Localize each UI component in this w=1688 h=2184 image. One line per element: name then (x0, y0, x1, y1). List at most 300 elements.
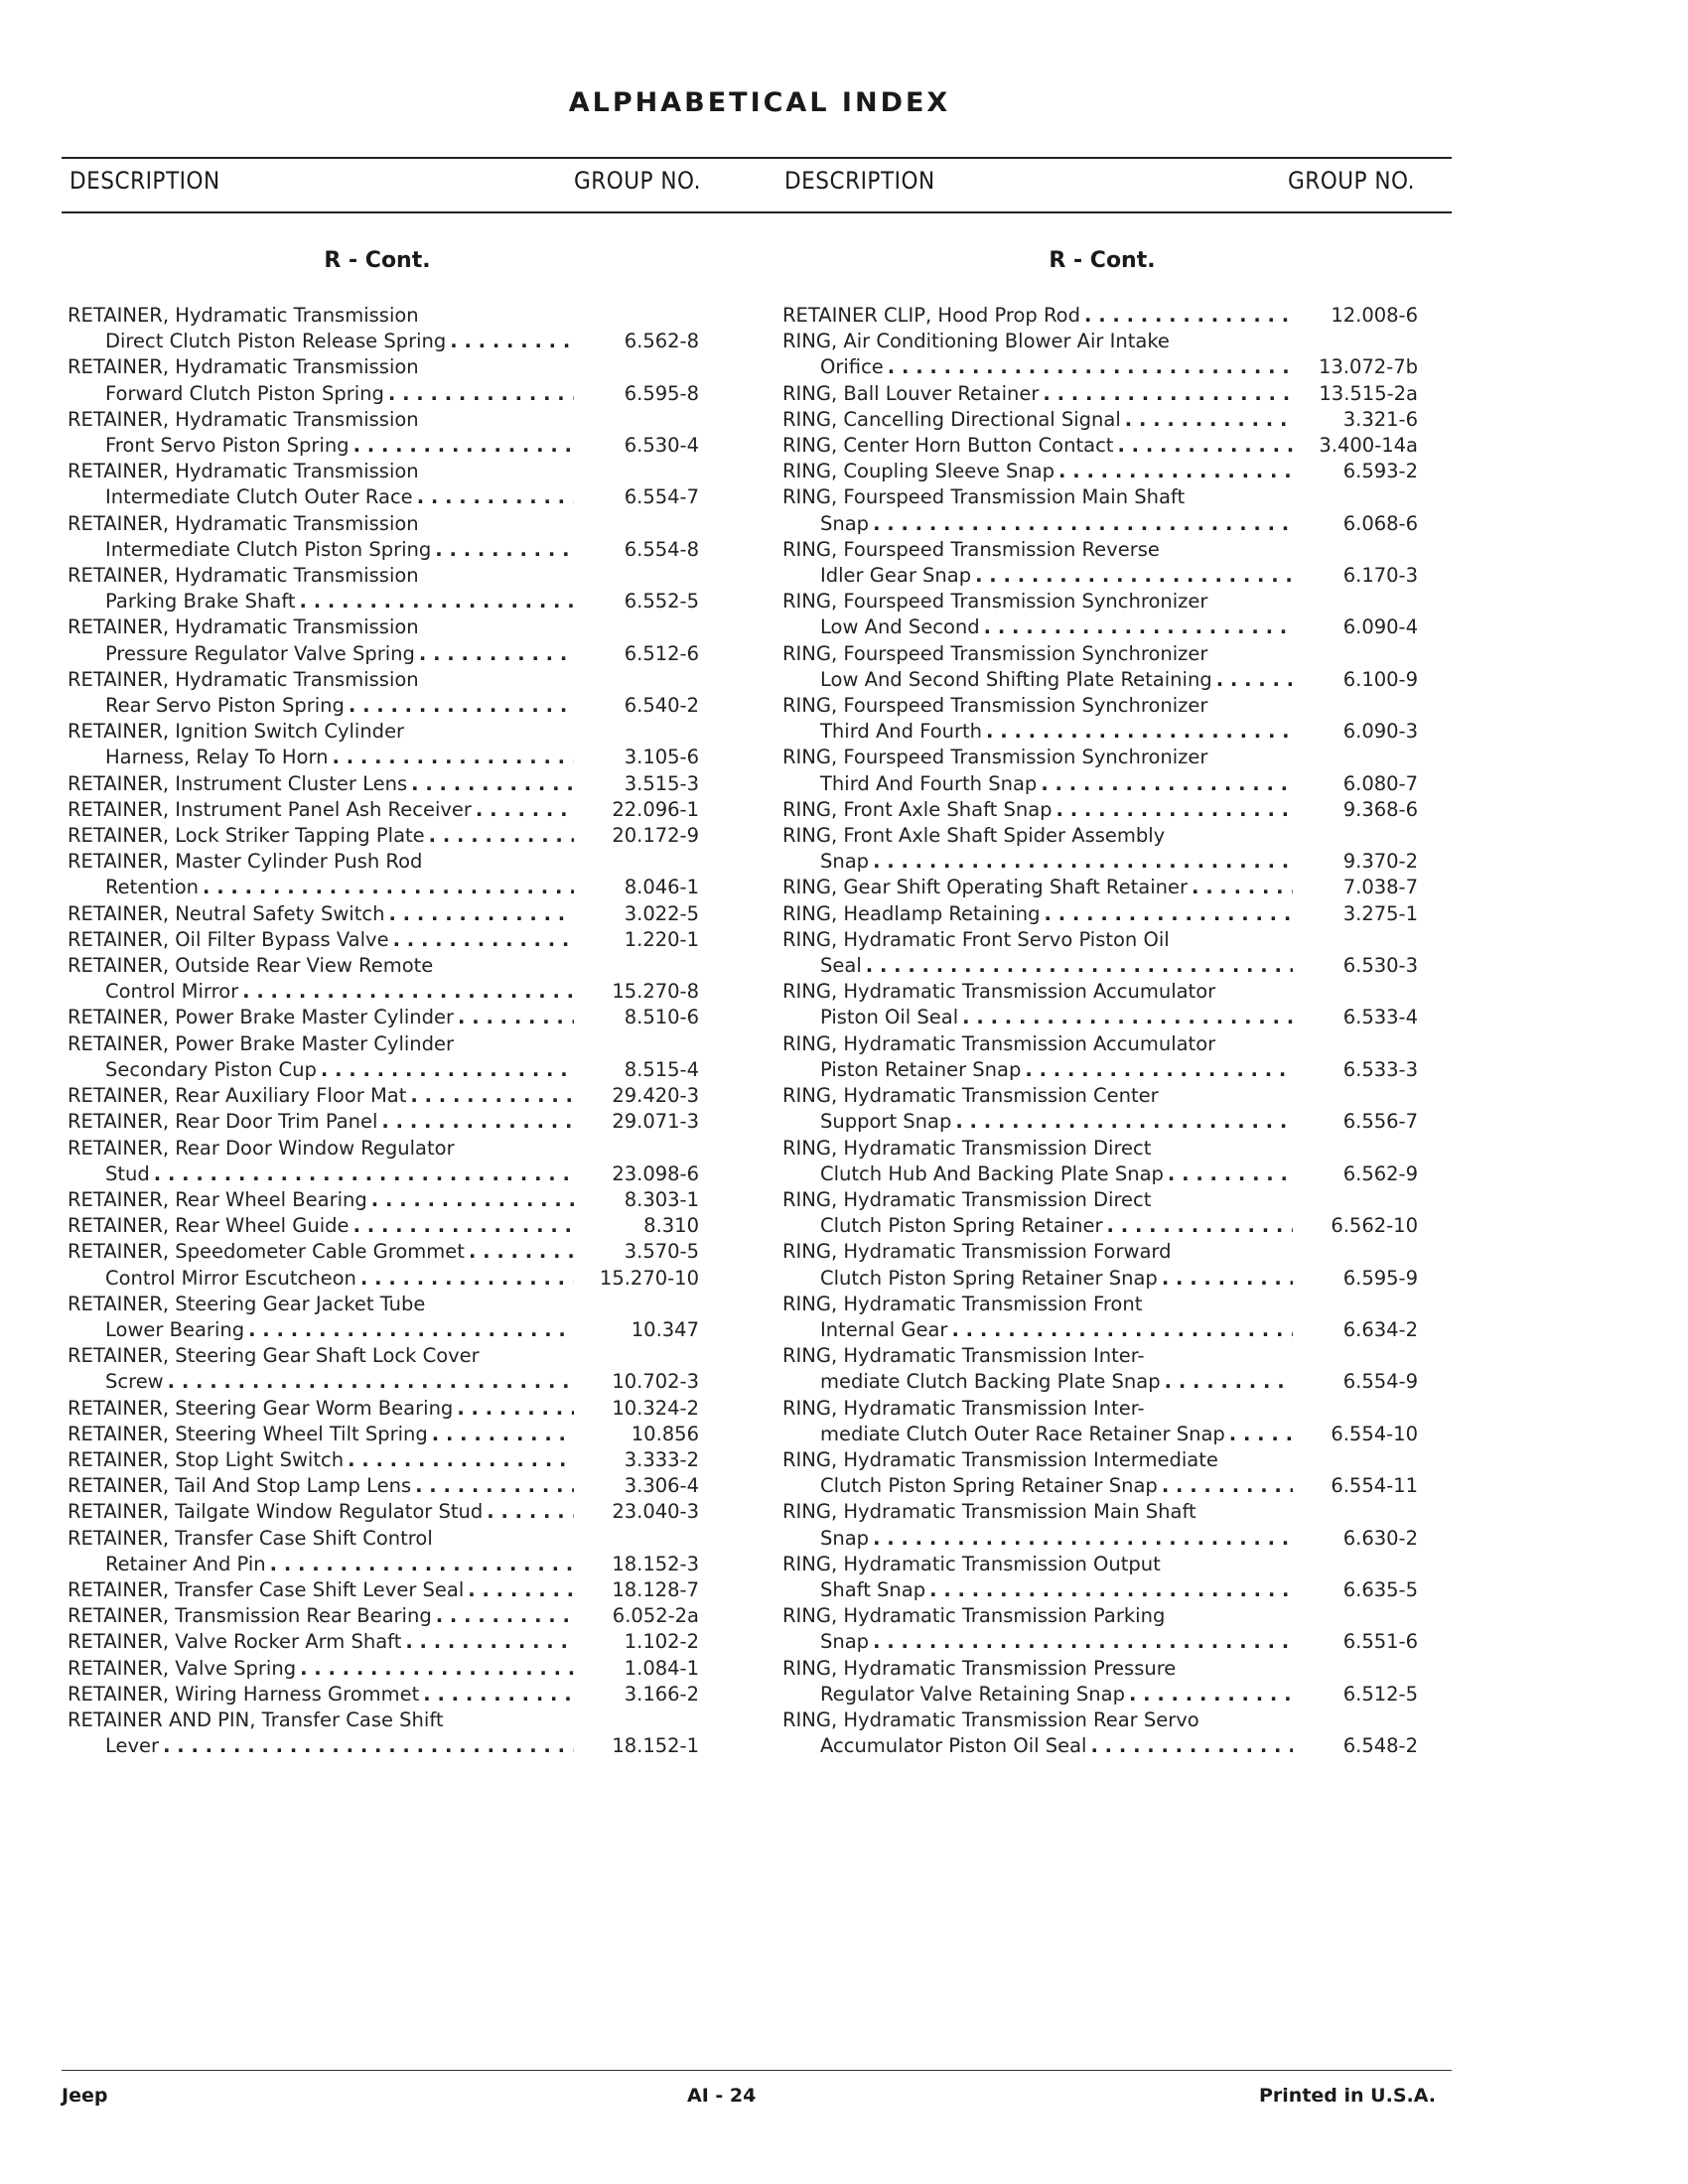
index-entry (68, 1603, 699, 1629)
dot-leader (1125, 1682, 1293, 1707)
dot-leader (1158, 1473, 1293, 1499)
entry-group-number: 3.570-5 (624, 1240, 699, 1264)
dot-leader (869, 511, 1293, 537)
entry-text: RETAINER, Stop Light Switch (68, 1447, 345, 1471)
index-entry (782, 745, 1418, 796)
entry-group-number: 7.038-7 (1342, 876, 1418, 899)
dot-leader (464, 1577, 574, 1603)
entry-text: RETAINER, Wiring Harness Grommet (68, 1682, 420, 1706)
entry-text: RETAINER, Hydramatic Transmission (68, 511, 419, 535)
entry-text: Shaft Snap (820, 1577, 926, 1601)
left-group-header: GROUP NO. (574, 167, 701, 195)
entry-group-number: 6.554-7 (624, 485, 699, 509)
dot-leader (1041, 901, 1293, 927)
dot-leader (1021, 1057, 1293, 1083)
dot-leader (1225, 1422, 1293, 1447)
index-entry (782, 901, 1418, 927)
left-section-heading: R - Cont. (324, 248, 431, 273)
dot-leader (425, 823, 574, 849)
entry-group-number: 6.552-5 (624, 590, 699, 614)
entry-text: RING, Front Axle Shaft Snap (782, 797, 1053, 821)
index-entry (68, 1031, 699, 1083)
entry-group-number: 6.554-8 (624, 537, 699, 561)
entry-text: RING, Gear Shift Operating Shaft Retainer (782, 876, 1188, 899)
entry-text: Support Snap (820, 1110, 952, 1134)
index-entry (782, 1239, 1418, 1291)
entry-group-number: 6.595-9 (1342, 1266, 1418, 1290)
right-section-heading: R - Cont. (1049, 248, 1156, 273)
entry-text: Retention (105, 876, 200, 899)
entry-text: mediate Clutch Outer Race Retainer Snap (820, 1422, 1225, 1445)
entry-group-number: 6.595-8 (624, 381, 699, 405)
index-entry (782, 693, 1418, 745)
entry-group-number: 3.400-14a (1319, 434, 1418, 458)
left-index-column (68, 303, 699, 1759)
index-entry (782, 433, 1418, 459)
dot-leader (389, 927, 574, 953)
index-entry (68, 354, 699, 406)
index-entry (68, 614, 699, 666)
entry-text: RETAINER, Hydramatic Transmission (68, 667, 419, 691)
dot-leader (384, 901, 574, 927)
entry-text: RETAINER, Transfer Case Shift Lever Seal (68, 1577, 465, 1601)
entry-text: Piston Oil Seal (820, 1006, 959, 1029)
entry-text: RING, Air Conditioning Blower Air Intake (782, 330, 1170, 353)
entry-text: RETAINER, Speedometer Cable Grommet (68, 1240, 465, 1264)
entry-group-number: 20.172-9 (612, 824, 699, 848)
index-entry (68, 1526, 699, 1577)
entry-group-number: 6.593-2 (1342, 460, 1418, 483)
header-top-rule (62, 157, 1452, 159)
index-entry (68, 1656, 699, 1682)
entry-group-number: 6.548-2 (1342, 1734, 1418, 1758)
entry-group-number: 15.270-8 (612, 980, 699, 1004)
entry-group-number: 18.128-7 (612, 1577, 699, 1601)
entry-text: RING, Hydramatic Transmission Main Shaft (782, 1500, 1196, 1524)
entry-text: Rear Servo Piston Spring (105, 694, 345, 718)
index-entry (782, 927, 1418, 979)
page-title: ALPHABETICAL INDEX (568, 87, 951, 118)
entry-text: RETAINER, Rear Wheel Bearing (68, 1187, 367, 1211)
entry-group-number: 23.040-3 (612, 1500, 699, 1524)
footer-printed: Printed in U.S.A. (1259, 2085, 1436, 2107)
entry-text: Retainer And Pin (105, 1552, 266, 1575)
index-entry (782, 641, 1418, 693)
right-index-column (782, 303, 1418, 1759)
entry-text: Idler Gear Snap (820, 564, 972, 588)
dot-leader (199, 875, 574, 900)
dot-leader (980, 614, 1293, 640)
index-entry (782, 1083, 1418, 1135)
index-entry (782, 1499, 1418, 1551)
index-entry (68, 511, 699, 563)
index-entry (68, 563, 699, 614)
entry-text: RING, Hydramatic Transmission Front (782, 1292, 1143, 1315)
entry-group-number: 29.420-3 (612, 1084, 699, 1108)
entry-group-number: 6.634-2 (1342, 1317, 1418, 1341)
entry-group-number: 1.102-2 (624, 1630, 699, 1654)
index-entry (782, 1656, 1418, 1707)
entry-text: Low And Second Shifting Plate Retaining (820, 667, 1212, 691)
entry-text: RETAINER, Rear Door Window Regulator (68, 1136, 455, 1160)
entry-text: RETAINER, Outside Rear View Remote (68, 954, 434, 978)
entry-text: Stud (105, 1161, 150, 1185)
dot-leader (266, 1552, 574, 1577)
entry-group-number: 6.630-2 (1342, 1526, 1418, 1550)
entry-text: RING, Fourspeed Transmission Main Shaft (782, 485, 1186, 509)
dot-leader (1037, 771, 1293, 797)
entry-text: RING, Hydramatic Transmission Parking (782, 1604, 1166, 1628)
dot-leader (407, 771, 574, 797)
entry-text: Third And Fourth Snap (820, 771, 1038, 795)
entry-group-number: 9.368-6 (1342, 797, 1418, 821)
header-bottom-rule (62, 211, 1452, 213)
entry-group-number: 3.515-3 (624, 771, 699, 795)
dot-leader (356, 1266, 574, 1292)
entry-group-number: 6.090-3 (1342, 720, 1418, 744)
index-entry (68, 1136, 699, 1187)
dot-leader (947, 1317, 1293, 1343)
dot-leader (982, 719, 1293, 745)
dot-leader (419, 1682, 574, 1707)
entry-text: RING, Hydramatic Transmission Rear Servo (782, 1707, 1199, 1731)
entry-text: Internal Gear (820, 1317, 948, 1341)
entry-group-number: 8.303-1 (624, 1187, 699, 1211)
entry-group-number: 8.310 (643, 1214, 699, 1238)
entry-text: Lower Bearing (105, 1317, 245, 1341)
index-entry (68, 1577, 699, 1603)
dot-leader (1113, 433, 1293, 459)
footer-rule (62, 2070, 1452, 2071)
entry-text: Parking Brake Shaft (105, 590, 296, 614)
entry-group-number: 6.080-7 (1342, 771, 1418, 795)
index-entry (68, 1629, 699, 1655)
entry-group-number: 6.068-6 (1342, 511, 1418, 535)
entry-text: RING, Hydramatic Transmission Accumulator (782, 980, 1216, 1004)
entry-text: RETAINER, Hydramatic Transmission (68, 460, 419, 483)
dot-leader (384, 381, 574, 407)
entry-text: Orifice (820, 355, 884, 379)
index-entry (68, 1447, 699, 1473)
entry-text: RETAINER, Hydramatic Transmission (68, 304, 419, 327)
entry-group-number: 29.071-3 (612, 1110, 699, 1134)
index-entry (68, 901, 699, 927)
index-entry (68, 459, 699, 510)
entry-text: Screw (105, 1370, 164, 1394)
dot-leader (428, 1422, 574, 1447)
index-entry (68, 1499, 699, 1525)
index-entry (68, 719, 699, 770)
index-entry (782, 329, 1418, 380)
dot-leader (1055, 459, 1293, 484)
index-entry (68, 953, 699, 1005)
entry-text: Direct Clutch Piston Release Spring (105, 330, 447, 353)
entry-group-number: 6.562-8 (624, 330, 699, 353)
entry-text: RETAINER CLIP, Hood Prop Rod (782, 304, 1080, 327)
dot-leader (296, 1656, 574, 1682)
dot-leader (344, 1447, 574, 1473)
entry-group-number: 15.270-10 (599, 1266, 699, 1290)
entry-group-number: 6.554-11 (1331, 1474, 1418, 1498)
index-entry (68, 1473, 699, 1499)
entry-text: Intermediate Clutch Piston Spring (105, 537, 432, 561)
entry-text: RING, Front Axle Shaft Spider Assembly (782, 824, 1166, 848)
dot-leader (454, 1005, 574, 1030)
dot-leader (1086, 1733, 1293, 1759)
index-entry (782, 979, 1418, 1030)
entry-group-number: 6.170-3 (1342, 564, 1418, 588)
entry-text: Forward Clutch Piston Spring (105, 381, 384, 405)
dot-leader (350, 433, 574, 459)
index-entry (68, 1682, 699, 1707)
dot-leader (884, 354, 1293, 380)
dot-leader (1080, 303, 1293, 329)
entry-group-number: 6.512-5 (1342, 1682, 1418, 1706)
index-entry (68, 1343, 699, 1395)
entry-text: Clutch Piston Spring Retainer (820, 1214, 1103, 1238)
dot-leader (472, 797, 574, 823)
entry-group-number: 6.556-7 (1342, 1110, 1418, 1134)
index-entry (68, 1083, 699, 1109)
dot-leader (1164, 1161, 1293, 1187)
entry-text: RETAINER, Neutral Safety Switch (68, 901, 385, 925)
entry-group-number: 1.084-1 (624, 1656, 699, 1680)
index-entry (68, 1396, 699, 1422)
index-entry (782, 1447, 1418, 1499)
entry-text: RING, Hydramatic Transmission Intermediate (782, 1447, 1218, 1471)
entry-text: RING, Hydramatic Transmission Direct (782, 1136, 1152, 1160)
entry-group-number: 6.554-9 (1342, 1370, 1418, 1394)
dot-leader (238, 979, 574, 1005)
footer-brand: Jeep (62, 2085, 108, 2107)
dot-leader (958, 1005, 1293, 1030)
dot-leader (453, 1396, 574, 1422)
index-entry (782, 1031, 1418, 1083)
dot-leader (483, 1499, 574, 1525)
entry-group-number: 12.008-6 (1331, 304, 1418, 327)
right-description-header: DESCRIPTION (784, 167, 935, 195)
index-entry (68, 771, 699, 797)
index-entry (782, 484, 1418, 536)
index-entry (782, 1187, 1418, 1239)
entry-group-number: 6.533-3 (1342, 1057, 1418, 1081)
entry-text: RETAINER, Steering Gear Shaft Lock Cover (68, 1344, 480, 1368)
entry-group-number: 6.530-3 (1342, 954, 1418, 978)
dot-leader (446, 329, 574, 354)
entry-text: RETAINER, Rear Door Trim Panel (68, 1110, 378, 1134)
entry-text: Clutch Piston Spring Retainer Snap (820, 1474, 1158, 1498)
entry-text: RETAINER, Valve Spring (68, 1656, 297, 1680)
dot-leader (329, 745, 575, 770)
entry-text: Regulator Valve Retaining Snap (820, 1682, 1125, 1706)
index-entry (68, 797, 699, 823)
entry-text: Harness, Relay To Horn (105, 746, 329, 769)
entry-group-number: 6.052-2a (612, 1604, 699, 1628)
entry-group-number: 23.098-6 (612, 1161, 699, 1185)
entry-group-number: 9.370-2 (1342, 850, 1418, 874)
dot-leader (1188, 875, 1293, 900)
index-entry (782, 1552, 1418, 1603)
entry-text: Snap (820, 1630, 870, 1654)
dot-leader (951, 1109, 1293, 1135)
entry-text: RETAINER, Oil Filter Bypass Valve (68, 927, 389, 951)
entry-text: Third And Fourth (820, 720, 983, 744)
entry-text: Snap (820, 511, 870, 535)
dot-leader (869, 849, 1293, 875)
dot-leader (411, 1473, 574, 1499)
entry-text: RING, Hydramatic Transmission Center (782, 1084, 1159, 1108)
dot-leader (1212, 667, 1293, 693)
index-entry (782, 537, 1418, 589)
entry-group-number: 6.100-9 (1342, 667, 1418, 691)
dot-leader (1053, 797, 1293, 823)
entry-text: RING, Fourspeed Transmission Synchronizer (782, 746, 1208, 769)
entry-text: RETAINER, Hydramatic Transmission (68, 564, 419, 588)
entry-group-number: 3.333-2 (624, 1447, 699, 1471)
entry-text: RETAINER AND PIN, Transfer Case Shift (68, 1707, 444, 1731)
entry-text: Control Mirror Escutcheon (105, 1266, 356, 1290)
entry-group-number: 13.072-7b (1318, 355, 1418, 379)
entry-text: RING, Headlamp Retaining (782, 901, 1041, 925)
index-entry (782, 1136, 1418, 1187)
index-entry (68, 927, 699, 953)
entry-text: RING, Cancelling Directional Signal (782, 407, 1121, 431)
entry-text: RING, Hydramatic Transmission Accumulator (782, 1031, 1216, 1055)
entry-text: RING, Fourspeed Transmission Synchronizer (782, 694, 1208, 718)
entry-text: RETAINER, Valve Rocker Arm Shaft (68, 1630, 402, 1654)
index-entry (68, 1422, 699, 1447)
index-entry (68, 1707, 699, 1759)
index-entry (782, 407, 1418, 433)
entry-text: RETAINER, Steering Wheel Tilt Spring (68, 1422, 428, 1445)
dot-leader (1161, 1369, 1293, 1395)
entry-text: RING, Hydramatic Transmission Inter- (782, 1344, 1145, 1368)
index-entry (68, 407, 699, 459)
entry-text: RING, Hydramatic Transmission Direct (782, 1187, 1152, 1211)
entry-group-number: 6.530-4 (624, 434, 699, 458)
entry-text: RING, Fourspeed Transmission Synchronizer (782, 641, 1208, 665)
entry-group-number: 8.046-1 (624, 876, 699, 899)
dot-leader (150, 1161, 574, 1187)
entry-text: Clutch Piston Spring Retainer Snap (820, 1266, 1158, 1290)
index-entry (782, 1603, 1418, 1655)
entry-text: RETAINER, Rear Wheel Guide (68, 1214, 350, 1238)
dot-leader (159, 1733, 574, 1759)
entry-group-number: 3.022-5 (624, 901, 699, 925)
entry-text: RETAINER, Hydramatic Transmission (68, 355, 419, 379)
entry-group-number: 6.090-4 (1342, 615, 1418, 639)
entry-text: RING, Coupling Sleeve Snap (782, 460, 1055, 483)
entry-text: RETAINER, Instrument Cluster Lens (68, 771, 408, 795)
entry-group-number: 8.515-4 (624, 1057, 699, 1081)
dot-leader (164, 1369, 574, 1395)
dot-leader (296, 589, 575, 614)
dot-leader (415, 641, 574, 667)
entry-text: Secondary Piston Cup (105, 1057, 317, 1081)
entry-group-number: 3.105-6 (624, 746, 699, 769)
entry-text: RETAINER, Power Brake Master Cylinder (68, 1006, 455, 1029)
dot-leader (401, 1629, 574, 1655)
entry-group-number: 3.306-4 (624, 1474, 699, 1498)
entry-text: Lever (105, 1734, 160, 1758)
index-entry (68, 849, 699, 900)
index-entry (68, 1213, 699, 1239)
entry-text: Intermediate Clutch Outer Race (105, 485, 413, 509)
entry-text: RETAINER, Master Cylinder Push Rod (68, 850, 423, 874)
entry-text: RETAINER, Steering Gear Jacket Tube (68, 1292, 426, 1315)
entry-text: Control Mirror (105, 980, 239, 1004)
entry-text: RETAINER, Rear Auxiliary Floor Mat (68, 1084, 407, 1108)
entry-text: mediate Clutch Backing Plate Snap (820, 1370, 1161, 1394)
index-entry (68, 823, 699, 849)
entry-group-number: 6.635-5 (1342, 1577, 1418, 1601)
index-entry (68, 1187, 699, 1213)
entry-text: RING, Hydramatic Transmission Output (782, 1552, 1161, 1575)
entry-text: RING, Hydramatic Transmission Inter- (782, 1396, 1145, 1420)
index-entry (782, 797, 1418, 823)
entry-group-number: 10.856 (631, 1422, 699, 1445)
page-number: AI - 24 (687, 2085, 757, 2107)
dot-leader (869, 1629, 1293, 1655)
index-entry (782, 1343, 1418, 1395)
entry-text: RETAINER, Tailgate Window Regulator Stud (68, 1500, 484, 1524)
entry-group-number: 6.551-6 (1342, 1630, 1418, 1654)
entry-text: RETAINER, Hydramatic Transmission (68, 615, 419, 639)
entry-text: RING, Hydramatic Transmission Forward (782, 1240, 1172, 1264)
entry-group-number: 6.562-10 (1331, 1214, 1418, 1238)
dot-leader (1121, 407, 1293, 433)
entry-text: RING, Hydramatic Front Servo Piston Oil (782, 927, 1170, 951)
dot-leader (432, 1603, 574, 1629)
entry-text: Clutch Hub And Backing Plate Snap (820, 1161, 1164, 1185)
dot-leader (1103, 1213, 1293, 1239)
entry-group-number: 10.324-2 (612, 1396, 699, 1420)
entry-text: RETAINER, Ignition Switch Cylinder (68, 720, 405, 744)
index-entry (782, 303, 1418, 329)
entry-text: RING, Fourspeed Transmission Synchronizer (782, 590, 1208, 614)
index-entry (68, 1239, 699, 1265)
entry-group-number: 6.512-6 (624, 641, 699, 665)
entry-group-number: 1.220-1 (624, 927, 699, 951)
entry-group-number: 10.702-3 (612, 1370, 699, 1394)
entry-text: RING, Hydramatic Transmission Pressure (782, 1656, 1177, 1680)
index-entry (68, 1266, 699, 1292)
entry-group-number: 3.275-1 (1342, 901, 1418, 925)
entry-text: Piston Retainer Snap (820, 1057, 1022, 1081)
index-entry (782, 381, 1418, 407)
index-entry (782, 1396, 1418, 1447)
entry-text: Snap (820, 850, 870, 874)
dot-leader (869, 1526, 1293, 1552)
dot-leader (244, 1317, 574, 1343)
dot-leader (345, 693, 574, 719)
right-group-header: GROUP NO. (1288, 167, 1415, 195)
dot-leader (406, 1083, 574, 1109)
index-entry (782, 1292, 1418, 1343)
entry-group-number: 8.510-6 (624, 1006, 699, 1029)
dot-leader (862, 953, 1293, 979)
dot-leader (1039, 381, 1293, 407)
entry-text: RING, Center Horn Button Contact (782, 434, 1114, 458)
entry-group-number: 6.562-9 (1342, 1161, 1418, 1185)
index-entry (68, 1005, 699, 1030)
entry-group-number: 3.321-6 (1342, 407, 1418, 431)
dot-leader (413, 484, 574, 510)
index-entry (68, 667, 699, 719)
index-entry (782, 875, 1418, 900)
index-entry (782, 823, 1418, 875)
dot-leader (317, 1057, 574, 1083)
